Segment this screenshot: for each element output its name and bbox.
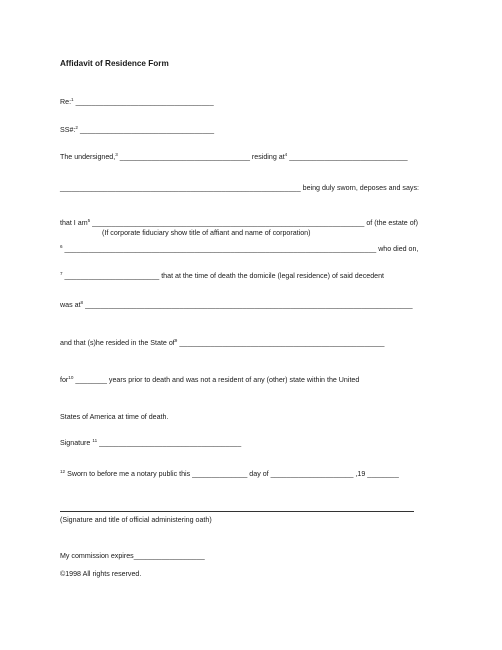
- fiduciary-note: (If corporate fiduciary show title of affiant and name of corporation): [102, 229, 311, 237]
- was-at-line: [60, 301, 413, 310]
- footnote-ref: 3: [115, 152, 118, 157]
- footnote-ref: 2: [75, 125, 78, 130]
- footnote-ref: 1: [71, 97, 74, 102]
- undersigned-mid: _________________________________ residing at: [119, 153, 285, 161]
- footnote-ref: 5: [87, 218, 91, 223]
- undersigned-end: ______________________________: [289, 153, 408, 161]
- that-i-am-text: that I am: [60, 219, 88, 227]
- official-signature-rule: [60, 511, 414, 512]
- signature-line: [60, 439, 241, 448]
- died-on-text: _______________________________________________________________________________ who died on,: [64, 245, 419, 253]
- years-text: ________ years prior to death and was not a resident of any (other) state within the United: [75, 376, 360, 384]
- signature-label: Signature: [60, 439, 91, 447]
- form-title: Affidavit of Residence Form: [60, 59, 169, 68]
- commission-line: My commission expires__________________: [60, 552, 205, 560]
- sworn-line: _____________________________________________________________ being duly sworn, deposes and says:: [60, 184, 419, 192]
- official-caption: (Signature and title of official administering oath): [60, 516, 212, 524]
- signature-blank: ____________________________________: [99, 439, 242, 447]
- state-line: [60, 339, 384, 348]
- notary-line: [60, 470, 399, 479]
- that-i-am-line: [60, 219, 418, 228]
- footnote-ref: 11: [92, 438, 98, 443]
- re-label: Re:: [60, 98, 72, 106]
- footnote-ref: 4: [284, 152, 288, 157]
- copyright: ©1998 All rights reserved.: [60, 570, 142, 578]
- footnote-ref: 9: [174, 338, 178, 343]
- years-line: [60, 376, 359, 385]
- undersigned-text: The undersigned,: [60, 153, 116, 161]
- that-i-am-blank: _____________________________________________________________________ of (the estate of): [92, 219, 419, 227]
- state-label: and that (s)he resided in the State of: [60, 339, 175, 347]
- undersigned-line: [60, 153, 408, 162]
- ss-line: [60, 126, 214, 135]
- footnote-ref: 12: [60, 469, 66, 474]
- state-blank: ____________________________________________________: [179, 339, 385, 347]
- notary-text: Sworn to before me a notary public this ______________ day of _____________________ ,19 ________: [67, 470, 399, 478]
- re-blank: ___________________________________: [75, 98, 214, 106]
- footnote-ref: 10: [68, 375, 74, 380]
- died-on-line: [60, 245, 418, 254]
- re-line: [60, 98, 214, 107]
- was-at-label: was at: [60, 301, 81, 309]
- states-america-line: States of America at time of death.: [60, 413, 169, 421]
- domicile-text: ________________________ that at the time of death the domicile (legal residence) of said decedent: [64, 272, 385, 280]
- domicile-line: [60, 272, 384, 281]
- footnote-ref: 7: [60, 271, 63, 276]
- ss-blank: __________________________________: [79, 126, 215, 134]
- footnote-ref: 6: [60, 244, 63, 249]
- footnote-ref: 8: [80, 300, 84, 305]
- ss-label: SS#:: [60, 126, 76, 134]
- was-at-blank: ___________________________________________________________________________________: [85, 301, 413, 309]
- years-label: for: [60, 376, 69, 384]
